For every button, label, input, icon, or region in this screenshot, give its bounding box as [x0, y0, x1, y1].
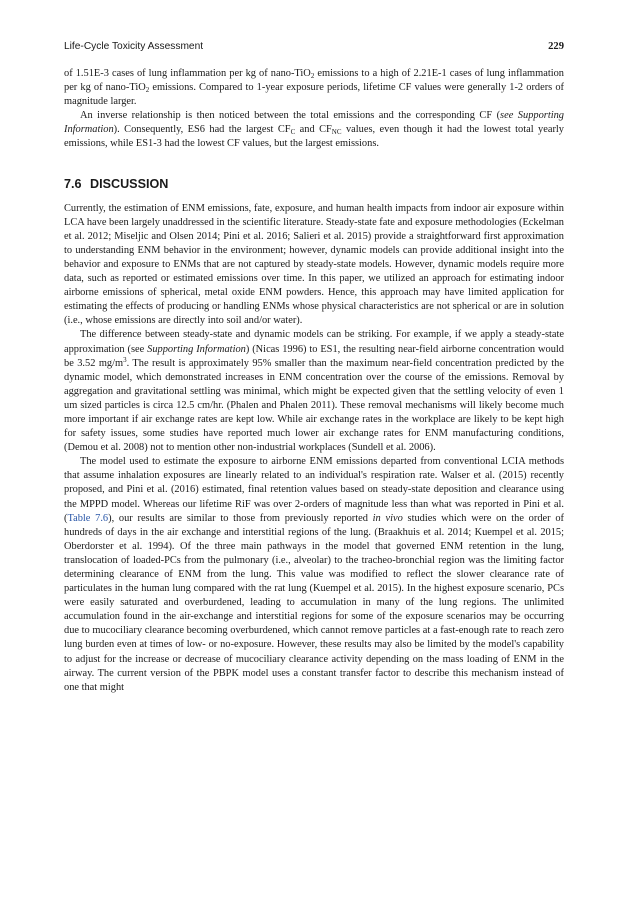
book-page — [64, 40, 564, 695]
section-title: DISCUSSION — [90, 176, 169, 191]
section-number: 7.6 — [64, 176, 82, 191]
table-reference-link[interactable]: Table 7.6 — [67, 512, 109, 524]
running-title: Life-Cycle Toxicity Assessment — [64, 41, 204, 52]
paragraph-2: An inverse relationship is then noticed between the total emissions and the corresponding CF (see Supporting Information). Consequently, ES6 had the largest $CF_C$ and $CF_{NC}$ values, even though it had the lowest total yearly emissions, while ES1-3 had the lowest CF values, but the largest emissions. — [64, 110, 564, 150]
section-heading — [64, 177, 564, 193]
page-number: 229 — [548, 41, 564, 52]
paragraph-4: The difference between steady-state and dynamic models can be striking. For example, if we apply a steady-state approximation (see Supporting Information) (Nicas 1996) to ES1, the resulting near-field airborne concentration would be 3.52 $mg/m^3$. The result is approximately 95% smaller than the maximum near-field concentration predicted by the dynamic model, which demonstrated increases in ENM concentration over the course of the emissions. Removal by aggregation and gravitational settling was minimal, which might be expected given that the settling velocity of even 1 um sized particles is circa 12.5 cm/hr. (Phalen and Phalen 2011). These removal mechanisms will likely become much more important if air exchange rates are kept low. While air exchange rates in the workplace are likely to be kept high for safety issues, some studies have reported much lower air exchange rates for ENM manufacturing conditions, (Demou et al. 2008) not to mention other non-industrial workplaces (Sundell et al. 2006). — [64, 329, 564, 454]
paragraph-3: Currently, the estimation of ENM emissions, fate, exposure, and human health impacts from indoor air exposure within LCA have been largely unaddressed in the scientific literature. Steady-state fate and exposure methodologies (Eckelman et al. 2012; Miseljic and Olsen 2014; Pini et al. 2016; Salieri et al. 2015) provide a straightforward first approximation to understanding ENM behavior in the environment; however, dynamic models can provide additional insight into the behavior and exposure to ENMs that are not captured by steady-state models. However, dynamic models require more data, such as reported or estimated emissions over time. In this paper, we utilized an approach for estimating indoor airborne emissions of spherical, metal oxide ENM powders. Hence, this approach may have limited application for estimating the effects of producing or handling ENMs whose physical characteristics are not spherical or are in solution (i.e., whose emissions are directly into soil and/or water). — [64, 202, 564, 327]
paragraph-5: The model used to estimate the exposure to airborne ENM emissions departed from conventional LCIA methods that assume inhalation exposures are linearly related to an individual's respiration rate. Walser et al. (2015) recently proposed, and Pini et al. (2016) estimated, final retention values based on steady-state deposition and clearance using the MPPD model. Whereas our lifetime RiF was over 2-orders of magnitude less than what was reported in Pini et al. (Table 7.6), our results are similar to those from previously reported in vivo studies which were on the order of hundreds of days in the air exchange and interstitial regions of the lung. (Braakhuis et al. 2014; Kuempel et al. 2015; Oberdorster et al. 1994). Of the three main pathways in the model that governed ENM retention in the lung, translocation of loaded-PCs from the pulmonary (i.e., alveolar) to the tracheo-bronchial region was the limiting factor determining clearance of ENM from the lung. This value was modified to reflect the slower clearance rate of particulates in the human lung compared with the rat lung (Kuempel et al. 2015). In the highest exposure scenario, PCs were easily saturated and overburdened, leading to accumulation in many of the lung regions. The unlimited accumulation found in the air-exchange and interstitial regions for some of the exposure scenarios may be occurring due to mucociliary clearance becoming overburdened, which cannot remove particles at a fast-enough rate to reach zero lung burden even at times of low- or no-exposure. However, these results may also be limited by the model's capability to adjust for the increase or decrease of mucociliary clearance activity depending on the mass loading of ENM in the airway. The current version of the PBPK model uses a constant transfer factor to describe this mechanism instead of one that might — [64, 456, 564, 693]
paragraph-1: of 1.51E-3 cases of lung inflammation per kg of nano-TiO$_2$ emissions to a high of 2.21E-1 cases of lung inflammation per kg of nano-TiO$_2$ emissions. Compared to 1-year exposure periods, lifetime CF values were generally 1-2 orders of magnitude larger. — [64, 68, 564, 108]
running-header — [64, 40, 564, 54]
